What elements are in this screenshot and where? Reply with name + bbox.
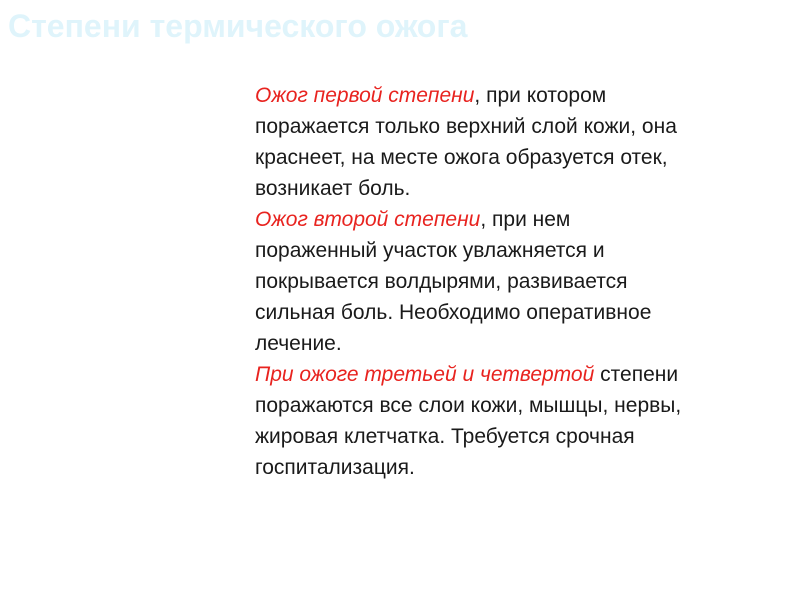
- text-line: покрывается волдырями, развивается: [255, 270, 628, 293]
- text-line: сильная боль. Необходимо оперативное: [255, 301, 652, 324]
- text-line: краснеет, на месте ожога образуется отек,: [255, 146, 668, 169]
- text-line: госпитализация.: [255, 456, 415, 479]
- highlight-second-degree: Ожог второй степени: [255, 208, 481, 231]
- paragraph-third-fourth-degree: [255, 359, 775, 483]
- text-line: лечение.: [255, 332, 342, 355]
- text-line: , при котором: [474, 84, 607, 107]
- text-line: пораженный участок увлажняется и: [255, 239, 605, 262]
- text-line: , при нем: [480, 208, 571, 231]
- highlight-third-fourth-degree: При ожоге третьей и четвертой: [255, 363, 595, 386]
- slide-title: Степени термического ожога: [8, 8, 468, 44]
- text-line: степени: [594, 363, 679, 386]
- paragraph-first-degree: [255, 80, 775, 204]
- text-line: возникает боль.: [255, 177, 411, 200]
- text-line: поражаются все слои кожи, мышцы, нервы,: [255, 394, 682, 417]
- text-line: поражается только верхний слой кожи, она: [255, 115, 677, 138]
- text-line: жировая клетчатка. Требуется срочная: [255, 425, 635, 448]
- slide-body: [255, 80, 775, 483]
- paragraph-second-degree: [255, 204, 775, 359]
- highlight-first-degree: Ожог первой степени: [255, 84, 475, 107]
